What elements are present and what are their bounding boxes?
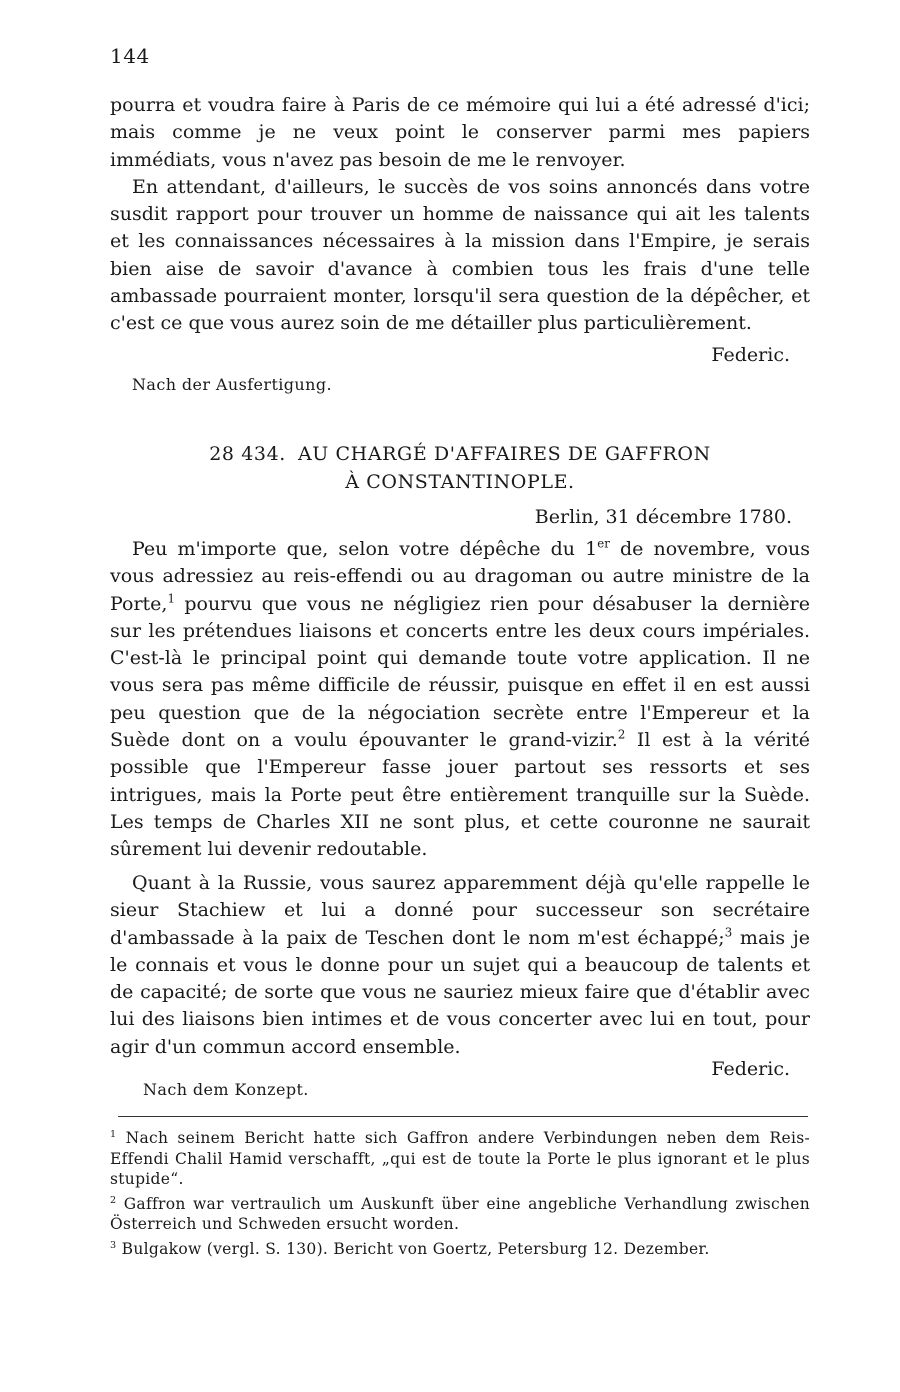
paragraph-text: pourvu que vous ne négligiez rien pour désabuser la dernière sur les prétendues liaisons et concerts entre les deux cours impériales. C'est-là le principal point qui demande toute votre application. Il ne vous sera pas même difficile de réussir, puisque en effet il en est aussi peu question que de la négociation secrète entre l'Empereur et la Suède dont on a voulu épouvanter le grand-vizir. — [110, 592, 810, 752]
paragraph-text: de novembre, vous vous adressiez au reis-effendi ou au dragoman ou autre ministre de la Porte, — [110, 538, 810, 615]
footnote-mark: 1 — [110, 1128, 117, 1140]
paragraph-text: Peu m'importe que, selon votre dépêche du 1 — [132, 538, 598, 560]
letter-1-signature: Federic. — [711, 344, 790, 366]
letter-1-paragraph-2: En attendant, d'ailleurs, le succès de vos soins annoncés dans votre susdit rapport pour trouver un homme de naissance qui ait les talents et les connaissances nécessaires à la mission dans l'Empire, je serais bien aise de savoir d'avance à combien tous les frais d'une telle ambassade pourraient monter, lorsqu'il sera question de la dépêcher, et c'est ce que vous aurez soin de me détailler plus particulièrement. — [110, 175, 810, 335]
footnote-mark: 2 — [110, 1194, 117, 1206]
footnotes — [110, 1128, 810, 1263]
letter-1-body — [110, 92, 810, 338]
footnote-1 — [110, 1128, 810, 1190]
footnote-mark: 3 — [110, 1239, 117, 1251]
footnote-2 — [110, 1194, 810, 1235]
footnote-3 — [110, 1239, 810, 1260]
letter-2-heading-line-2: À CONSTANTINOPLE. — [345, 471, 575, 493]
letter-2-source-note: Nach dem Konzept. — [143, 1080, 309, 1099]
letter-2-paragraph-1 — [110, 536, 810, 864]
footnote-reference-1: 1 — [167, 591, 175, 606]
paragraph-text: mais je le connais et vous le donne pour un sujet qui a beaucoup de talents et de capacité; de sorte que vous ne sauriez mieux faire que d'établir avec lui des liaisons bien intimes et de vous concerter avec lui en tout, pour agir d'un commun accord ensemble. — [110, 926, 810, 1058]
page-number: 144 — [110, 44, 150, 68]
footnote-reference-2: 2 — [617, 727, 626, 742]
footnote-text: Nach seinem Bericht hatte sich Gaffron andere Verbindungen neben dem Reis-Effendi Chalil Hamid verschafft, „qui est de toute la Porte le plus ignorant et le plus stupide“. — [110, 1129, 810, 1188]
footnote-text: Gaffron war vertraulich um Auskunft über eine angebliche Verhandlung zwischen Österreich und Schweden ersucht worden. — [110, 1194, 810, 1233]
footnote-divider — [118, 1116, 808, 1117]
letter-2-signature: Federic. — [711, 1058, 790, 1080]
letter-2-paragraph-2 — [110, 870, 810, 1061]
letter-2-body-part-1 — [110, 536, 810, 864]
letter-2-title: AU CHARGÉ D'AFFAIRES DE GAFFRON — [297, 443, 711, 465]
letter-1-source-note: Nach der Ausfertigung. — [132, 375, 332, 394]
paragraph-text: Il est à la vérité possible que l'Empereur fasse jouer partout ses ressorts et ses intrigues, mais la Porte peut être entièrement tranquille sur la Suède. Les temps de Charles XII ne sont plus, et cette couronne ne saurait sûrement lui devenir redoutable. — [110, 729, 810, 861]
footnote-text: Bulgakow (vergl. S. 130). Bericht von Goertz, Petersburg 12. Dezember. — [121, 1239, 710, 1258]
paragraph-text: Quant à la Russie, vous saurez apparemment déjà qu'elle rappelle le sieur Stachiew et lui a donné pour successeur son secrétaire d'ambassade à la paix de Teschen dont le nom m'est échappé; — [110, 872, 810, 949]
letter-2-heading-line-1 — [110, 440, 810, 468]
letter-number: 28 434. — [209, 443, 286, 465]
letter-1-paragraph-1: pourra et voudra faire à Paris de ce mémoire qui lui a été adressé d'ici; mais comme je ne veux point le conserver parmi mes papiers immédiats, vous n'avez pas besoin de me le renvoyer. — [110, 94, 810, 171]
letter-2-body-part-2 — [110, 870, 810, 1061]
letter-2-dateline: Berlin, 31 décembre 1780. — [534, 506, 792, 528]
footnote-reference-3: 3 — [724, 925, 733, 940]
ordinal-superscript: er — [597, 536, 610, 551]
letter-2-heading — [110, 440, 810, 496]
